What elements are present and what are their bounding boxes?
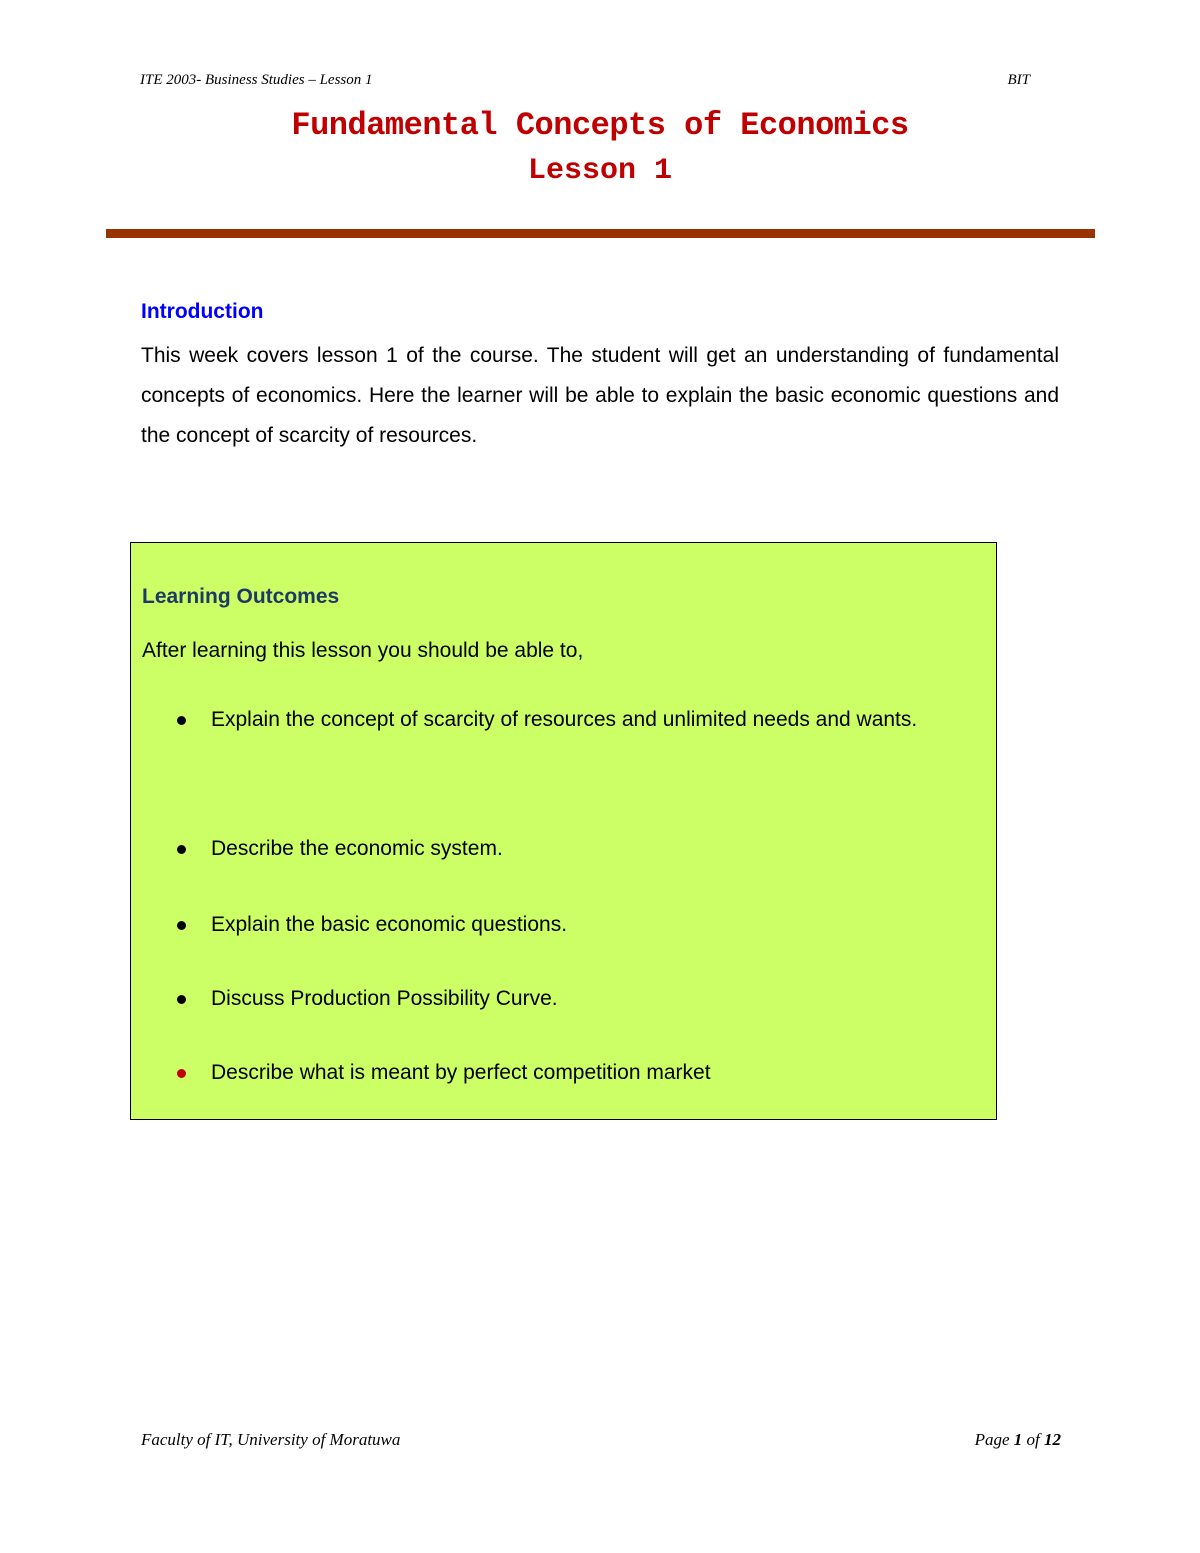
document-title: Fundamental Concepts of Economics <box>291 107 909 144</box>
title-block <box>100 104 1100 194</box>
outcome-text: Discuss Production Possibility Curve. <box>211 987 558 1010</box>
introduction-heading: Introduction <box>141 300 264 323</box>
bullet-icon <box>177 716 186 725</box>
bullet-icon <box>177 921 186 930</box>
header-course-label: ITE 2003- Business Studies – Lesson 1 <box>140 72 373 88</box>
page-header <box>140 72 1030 96</box>
footer-total-pages: 12 <box>1044 1430 1061 1449</box>
learning-outcomes-box <box>130 542 997 1120</box>
bullet-icon <box>177 1069 186 1078</box>
footer-current-page: 1 <box>1013 1430 1023 1449</box>
outcome-text: Describe what is meant by perfect competition market <box>211 1061 711 1084</box>
footer-page-number <box>975 1430 1061 1450</box>
footer-page-label: Page <box>974 1430 1010 1449</box>
document-subtitle: Lesson 1 <box>527 154 673 188</box>
learning-outcomes-intro: After learning this lesson you should be able to, <box>142 639 584 662</box>
bullet-icon <box>177 995 186 1004</box>
outcome-text: Describe the economic system. <box>211 837 503 860</box>
introduction-section <box>141 298 1059 456</box>
footer-of-label: of <box>1026 1430 1040 1449</box>
page-footer <box>141 1430 1061 1456</box>
learning-outcomes-heading: Learning Outcomes <box>142 585 340 608</box>
outcome-text: Explain the concept of scarcity of resources and unlimited needs and wants. <box>211 708 918 731</box>
title-divider <box>106 229 1095 238</box>
footer-institution: Faculty of IT, University of Moratuwa <box>141 1430 401 1449</box>
header-program-label: BIT <box>1007 72 1030 88</box>
introduction-text: This week covers lesson 1 of the course. The student will get an understanding of fundamental concepts of economics. Here the learner will be able to explain the basic economic questions and the concept of scarcity of resources. <box>141 344 1059 447</box>
bullet-icon <box>177 845 186 854</box>
outcome-text: Explain the basic economic questions. <box>211 913 568 936</box>
